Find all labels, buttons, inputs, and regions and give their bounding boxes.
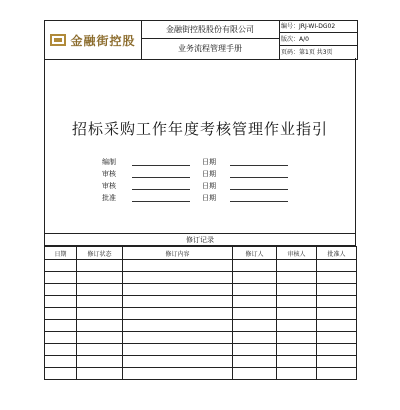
table-cell [123, 308, 233, 320]
table-row [45, 344, 357, 356]
document-header [44, 20, 358, 60]
table-cell [45, 308, 77, 320]
table-cell [277, 356, 317, 368]
signature-line [132, 189, 190, 190]
table-cell [123, 356, 233, 368]
table-cell [45, 296, 77, 308]
table-cell [317, 320, 357, 332]
signature-row [102, 181, 302, 191]
manual-name: 业务流程管理手册 [141, 38, 280, 59]
revision-title: 修订记录 [44, 234, 356, 246]
table-cell [233, 344, 277, 356]
table-cell [277, 344, 317, 356]
date-line [230, 177, 288, 178]
table-cell [277, 368, 317, 380]
date-line [230, 189, 288, 190]
doc-version: 版次：A/0 [279, 33, 357, 46]
signature-line [132, 165, 190, 166]
signature-row [102, 169, 302, 179]
table-cell [77, 296, 123, 308]
table-cell [77, 344, 123, 356]
table-cell [277, 320, 317, 332]
table-cell [233, 260, 277, 272]
signature-date-label: 日期 [202, 182, 216, 190]
table-cell [45, 272, 77, 284]
table-cell [317, 368, 357, 380]
table-row [45, 260, 357, 272]
signature-row [102, 157, 302, 167]
company-logo [45, 21, 142, 59]
col-header: 审核人 [277, 247, 317, 260]
table-cell [45, 344, 77, 356]
table-row [45, 320, 357, 332]
table-cell [233, 332, 277, 344]
table-cell [123, 296, 233, 308]
table-cell [77, 272, 123, 284]
table-cell [123, 260, 233, 272]
table-cell [123, 344, 233, 356]
table-row [45, 356, 357, 368]
signature-date-label: 日期 [202, 158, 216, 166]
table-cell [45, 356, 77, 368]
table-cell [45, 368, 77, 380]
table-cell [277, 272, 317, 284]
table-row [45, 368, 357, 380]
table-row [45, 308, 357, 320]
logo-text: 金融街控股 [70, 33, 136, 48]
revision-table [44, 246, 357, 380]
company-name: 金融街控股股份有限公司 [141, 21, 280, 39]
signature-date-label: 日期 [202, 194, 216, 202]
table-cell [317, 284, 357, 296]
table-cell [233, 368, 277, 380]
table-cell [45, 284, 77, 296]
table-cell [317, 260, 357, 272]
revision-header-row [45, 247, 357, 260]
table-cell [277, 332, 317, 344]
document-title: 招标采购工作年度考核管理作业指引 [71, 120, 328, 138]
table-cell [317, 344, 357, 356]
table-cell [233, 284, 277, 296]
date-line [230, 201, 288, 202]
table-cell [77, 308, 123, 320]
table-cell [77, 320, 123, 332]
table-cell [233, 320, 277, 332]
table-cell [233, 296, 277, 308]
cover-frame [44, 58, 356, 234]
table-cell [123, 320, 233, 332]
date-line [230, 165, 288, 166]
doc-number: 编号：JRJ-WI-DG02 [279, 21, 357, 33]
signature-date-label: 日期 [202, 170, 216, 178]
logo-mark-icon [50, 34, 66, 46]
table-cell [317, 332, 357, 344]
table-cell [317, 356, 357, 368]
col-header: 修订状态 [77, 247, 123, 260]
signature-row [102, 193, 302, 203]
table-cell [277, 260, 317, 272]
table-cell [45, 332, 77, 344]
table-cell [277, 296, 317, 308]
table-row [45, 296, 357, 308]
col-header: 日期 [45, 247, 77, 260]
revision-body [45, 260, 357, 380]
table-cell [77, 368, 123, 380]
table-cell [77, 284, 123, 296]
table-cell [277, 284, 317, 296]
table-cell [45, 260, 77, 272]
table-cell [317, 308, 357, 320]
signature-role: 审核 [102, 170, 116, 178]
signature-line [132, 201, 190, 202]
table-row [45, 272, 357, 284]
table-row [45, 284, 357, 296]
table-cell [123, 368, 233, 380]
table-cell [77, 332, 123, 344]
table-cell [123, 332, 233, 344]
table-cell [233, 356, 277, 368]
signature-role: 编制 [102, 158, 116, 166]
table-cell [317, 296, 357, 308]
table-cell [123, 284, 233, 296]
table-cell [77, 260, 123, 272]
doc-page: 页码：第1页 共3页 [281, 49, 333, 56]
table-cell [123, 272, 233, 284]
table-cell [317, 272, 357, 284]
table-cell [233, 308, 277, 320]
table-cell [77, 356, 123, 368]
col-header: 修订人 [233, 247, 277, 260]
col-header: 修订内容 [123, 247, 233, 260]
col-header: 批准人 [317, 247, 357, 260]
table-row [45, 332, 357, 344]
table-cell [45, 320, 77, 332]
table-cell [233, 272, 277, 284]
table-cell [277, 308, 317, 320]
signature-role: 批准 [102, 194, 116, 202]
signature-role: 审核 [102, 182, 116, 190]
signature-line [132, 177, 190, 178]
